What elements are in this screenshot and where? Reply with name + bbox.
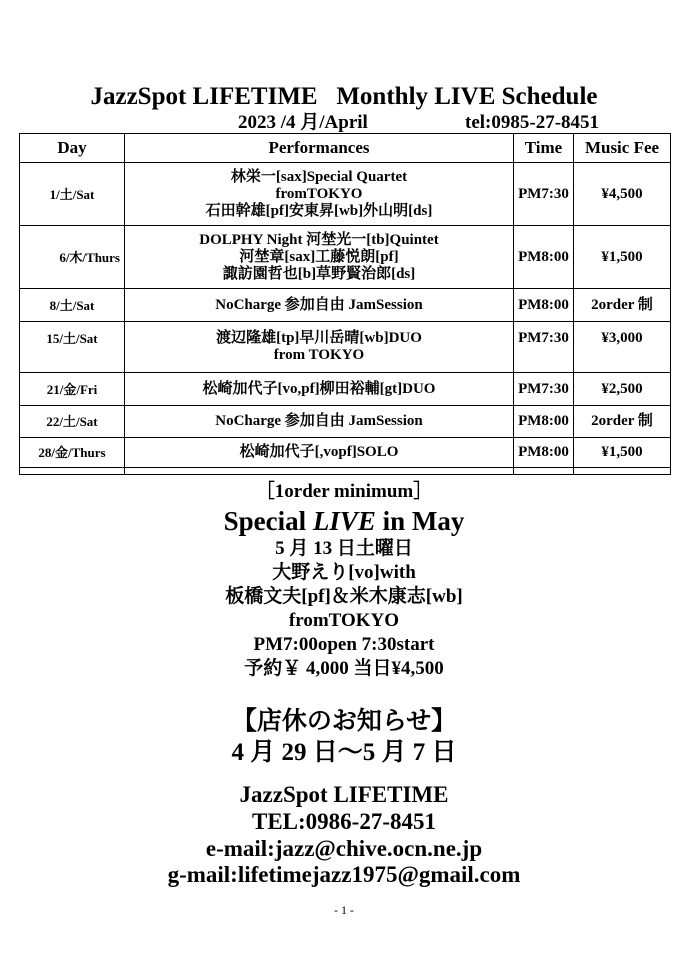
- col-day-header: Day: [20, 134, 125, 163]
- row-performance: NoCharge 参加自由 JamSession: [125, 406, 514, 438]
- row-time: PM7:30: [514, 322, 574, 373]
- row-day: 28/金/Thurs: [20, 438, 125, 468]
- row-day: 15/土/Sat: [20, 322, 125, 373]
- contact-name: JazzSpot LIFETIME: [239, 782, 449, 807]
- special-band: 板橋文夫[pf]＆米木康志[wb]: [225, 586, 463, 607]
- row-time: PM8:00: [514, 438, 574, 468]
- contact-tel: TEL:0986-27-8451: [252, 809, 436, 834]
- special-date: 5 月 13 日土曜日: [275, 538, 413, 559]
- row-fee: ¥2,500: [574, 373, 671, 406]
- closed-dates: 4 月 29 日～5 月 7 日: [231, 739, 457, 766]
- row-performance: NoCharge 参加自由 JamSession: [125, 289, 514, 322]
- table-row: [20, 438, 671, 468]
- col-performances-header: Performances: [125, 134, 514, 163]
- row-time: PM7:30: [514, 373, 574, 406]
- header-tel: tel:0985-27-8451: [465, 112, 600, 133]
- row-time: PM8:00: [514, 226, 574, 289]
- row-time: PM8:00: [514, 406, 574, 438]
- row-fee: ¥3,000: [574, 322, 671, 373]
- contact-gmail: g-mail:lifetimejazz1975@gmail.com: [167, 862, 521, 887]
- table-row: [20, 322, 671, 373]
- closed-notice-title: 【店休のお知らせ】: [231, 708, 457, 735]
- table-row: [20, 373, 671, 406]
- row-day: 22/土/Sat: [20, 406, 125, 438]
- col-fee-header: Music Fee: [574, 134, 671, 163]
- row-fee: ¥1,500: [574, 226, 671, 289]
- row-day: 1/土/Sat: [20, 163, 125, 226]
- table-empty-row: [20, 468, 671, 475]
- schedule-table: [19, 133, 671, 475]
- row-performance: 林栄一[sax]Special Quartet fromTOKYO 石田幹雄[pf]安東昇[wb]外山明[ds]: [125, 163, 514, 226]
- row-fee: 2order 制: [574, 289, 671, 322]
- row-time: PM8:00: [514, 289, 574, 322]
- row-performance: 松崎加代子[,vopf]SOLO: [125, 438, 514, 468]
- row-performance: DOLPHY Night 河埜光一[tb]Quintet 河埜章[sax]工藤悦朗[pf] 諏訪園哲也[b]草野賢治郎[ds]: [125, 226, 514, 289]
- row-day: 8/土/Sat: [20, 289, 125, 322]
- row-fee: ¥4,500: [574, 163, 671, 226]
- page-title: JazzSpot LIFETIME Monthly LIVE Schedule: [90, 83, 598, 110]
- row-fee: 2order 制: [574, 406, 671, 438]
- page-number: - 1 -: [334, 903, 354, 917]
- row-time: PM7:30: [514, 163, 574, 226]
- table-row: [20, 289, 671, 322]
- special-live-heading: Special LIVE in May: [223, 506, 465, 536]
- row-day: 21/金/Fri: [20, 373, 125, 406]
- special-from: fromTOKYO: [288, 610, 400, 631]
- special-time: PM7:00open 7:30start: [253, 634, 435, 655]
- row-fee: ¥1,500: [574, 438, 671, 468]
- row-performance: 松崎加代子[vo,pf]柳田裕輔[gt]DUO: [125, 373, 514, 406]
- table-row: [20, 406, 671, 438]
- schedule-date: 2023 /4 月/April: [238, 112, 368, 133]
- table-row: [20, 226, 671, 289]
- row-performance: 渡辺隆雄[tp]早川岳晴[wb]DUO from TOKYO: [125, 322, 514, 373]
- special-artist: 大野えり[vo]with: [272, 562, 416, 583]
- contact-email: e-mail:jazz@chive.ocn.ne.jp: [205, 836, 483, 861]
- order-minimum-note: ［1order minimum］: [255, 481, 433, 502]
- table-row: [20, 163, 671, 226]
- special-price: 予約￥ 4,000 当日¥4,500: [244, 658, 444, 679]
- row-day: 6/木/Thurs: [20, 226, 125, 289]
- table-header-row: [20, 134, 671, 163]
- col-time-header: Time: [514, 134, 574, 163]
